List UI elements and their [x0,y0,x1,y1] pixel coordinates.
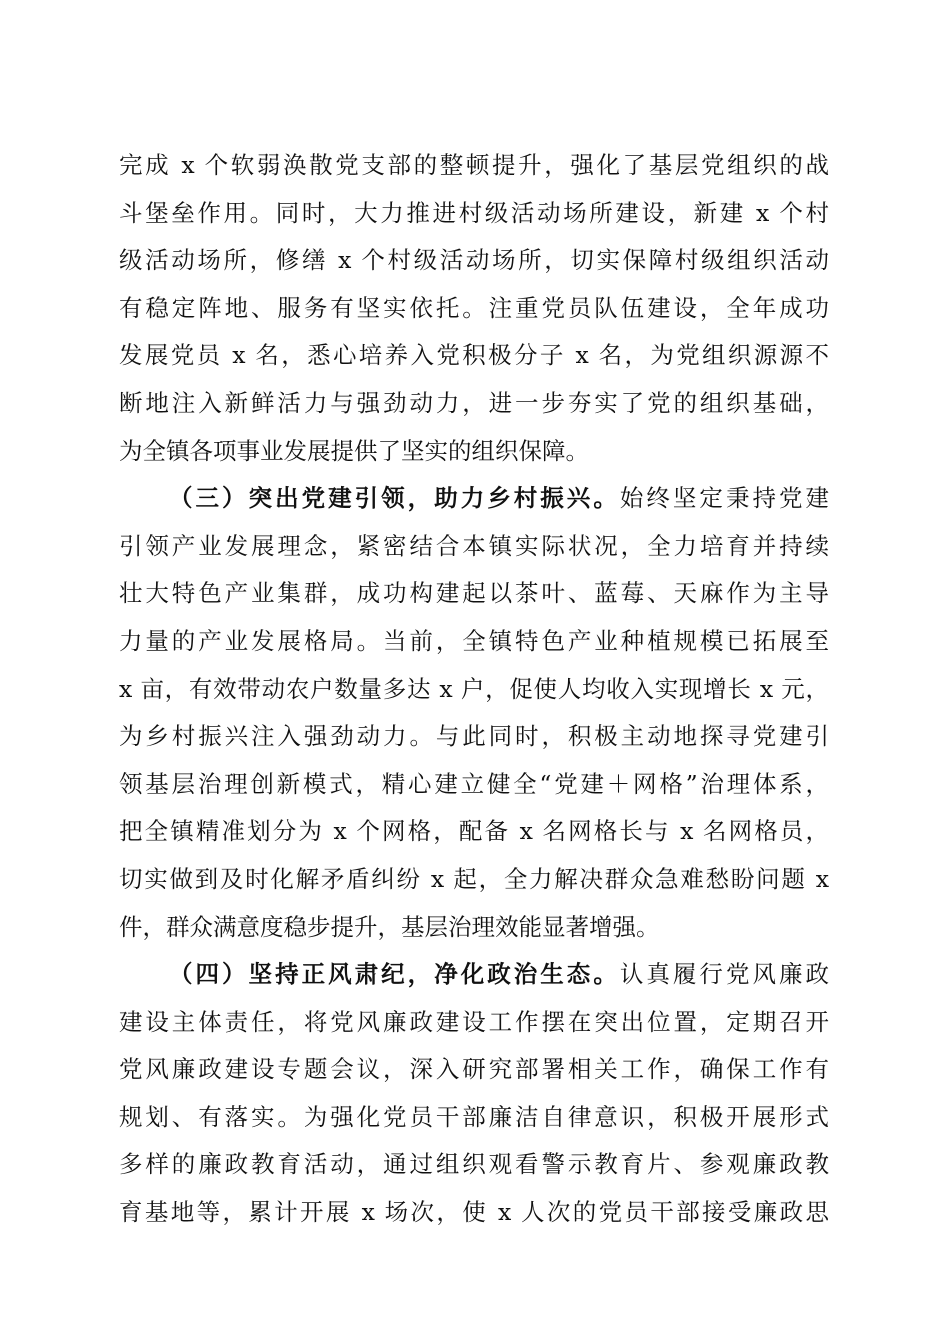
section-four-heading: （四）坚持正风肃纪，净化政治生态。 [169,960,620,989]
paragraph-section-three [119,475,829,951]
section-three-first-line [119,475,829,523]
text-line: 领基层治理创新模式，精心建立健全“党建＋网格”治理体系， [119,769,829,798]
text-line: 育基地等，累计开展 x 场次，使 x 人次的党员干部接受廉政思 [119,1198,829,1227]
text-line: 多样的廉政教育活动，通过组织观看警示教育片、参观廉政教 [119,1150,829,1179]
text-line: 规划、有落实。为强化党员干部廉洁自律意识，积极开展形式 [119,1102,829,1131]
text-line: 为乡村振兴注入强劲动力。与此同时，积极主动地探寻党建引 [119,722,829,751]
text-line: 有稳定阵地、服务有坚实依托。注重党员队伍建设，全年成功 [119,293,829,322]
text-line: 壮大特色产业集群，成功构建起以茶叶、蓝莓、天麻作为主导 [119,579,829,608]
section-three-lead-text: 始终坚定秉持党建 [619,484,830,513]
paragraph-section-four [119,951,829,1237]
text-line: x 亩，有效带动农户数量多达 x 户，促使人均收入实现增长 x 元， [119,674,829,703]
text-line: 断地注入新鲜活力与强劲动力，进一步夯实了党的组织基础， [119,388,829,417]
text-line: 切实做到及时化解矛盾纠纷 x 起，全力解决群众急难愁盼问题 x [119,864,829,893]
text-line: 发展党员 x 名，悉心培养入党积极分子 x 名，为党组织源源不 [119,341,829,370]
paragraph-organization-building [119,142,829,475]
text-line: 把全镇精准划分为 x 个网格，配备 x 名网格长与 x 名网格员， [119,817,829,846]
section-four-lead-text: 认真履行党风廉政 [619,960,830,989]
text-line: 党风廉政建设专题会议，深入研究部署相关工作，确保工作有 [119,1055,829,1084]
text-line: 斗堡垒作用。同时，大力推进村级活动场所建设，新建 x 个村 [119,198,829,227]
text-line: 引领产业发展理念，紧密结合本镇实际状况，全力培育并持续 [119,531,829,560]
text-line: 为全镇各项事业发展提供了坚实的组织保障。 [119,436,589,465]
text-line: 级活动场所，修缮 x 个村级活动场所，切实保障村级组织活动 [119,246,829,275]
text-line: 件，群众满意度稳步提升，基层治理效能显著增强。 [119,912,660,941]
text-line: 力量的产业发展格局。当前，全镇特色产业种植规模已拓展至 [119,626,829,655]
section-three-heading: （三）突出党建引领，助力乡村振兴。 [169,484,620,513]
document-body [119,142,829,1237]
text-line: 建设主体责任，将党风廉政建设工作摆在突出位置，定期召开 [119,1007,829,1036]
section-four-first-line [119,951,829,999]
text-line: 完成 x 个软弱涣散党支部的整顿提升，强化了基层党组织的战 [119,151,829,179]
